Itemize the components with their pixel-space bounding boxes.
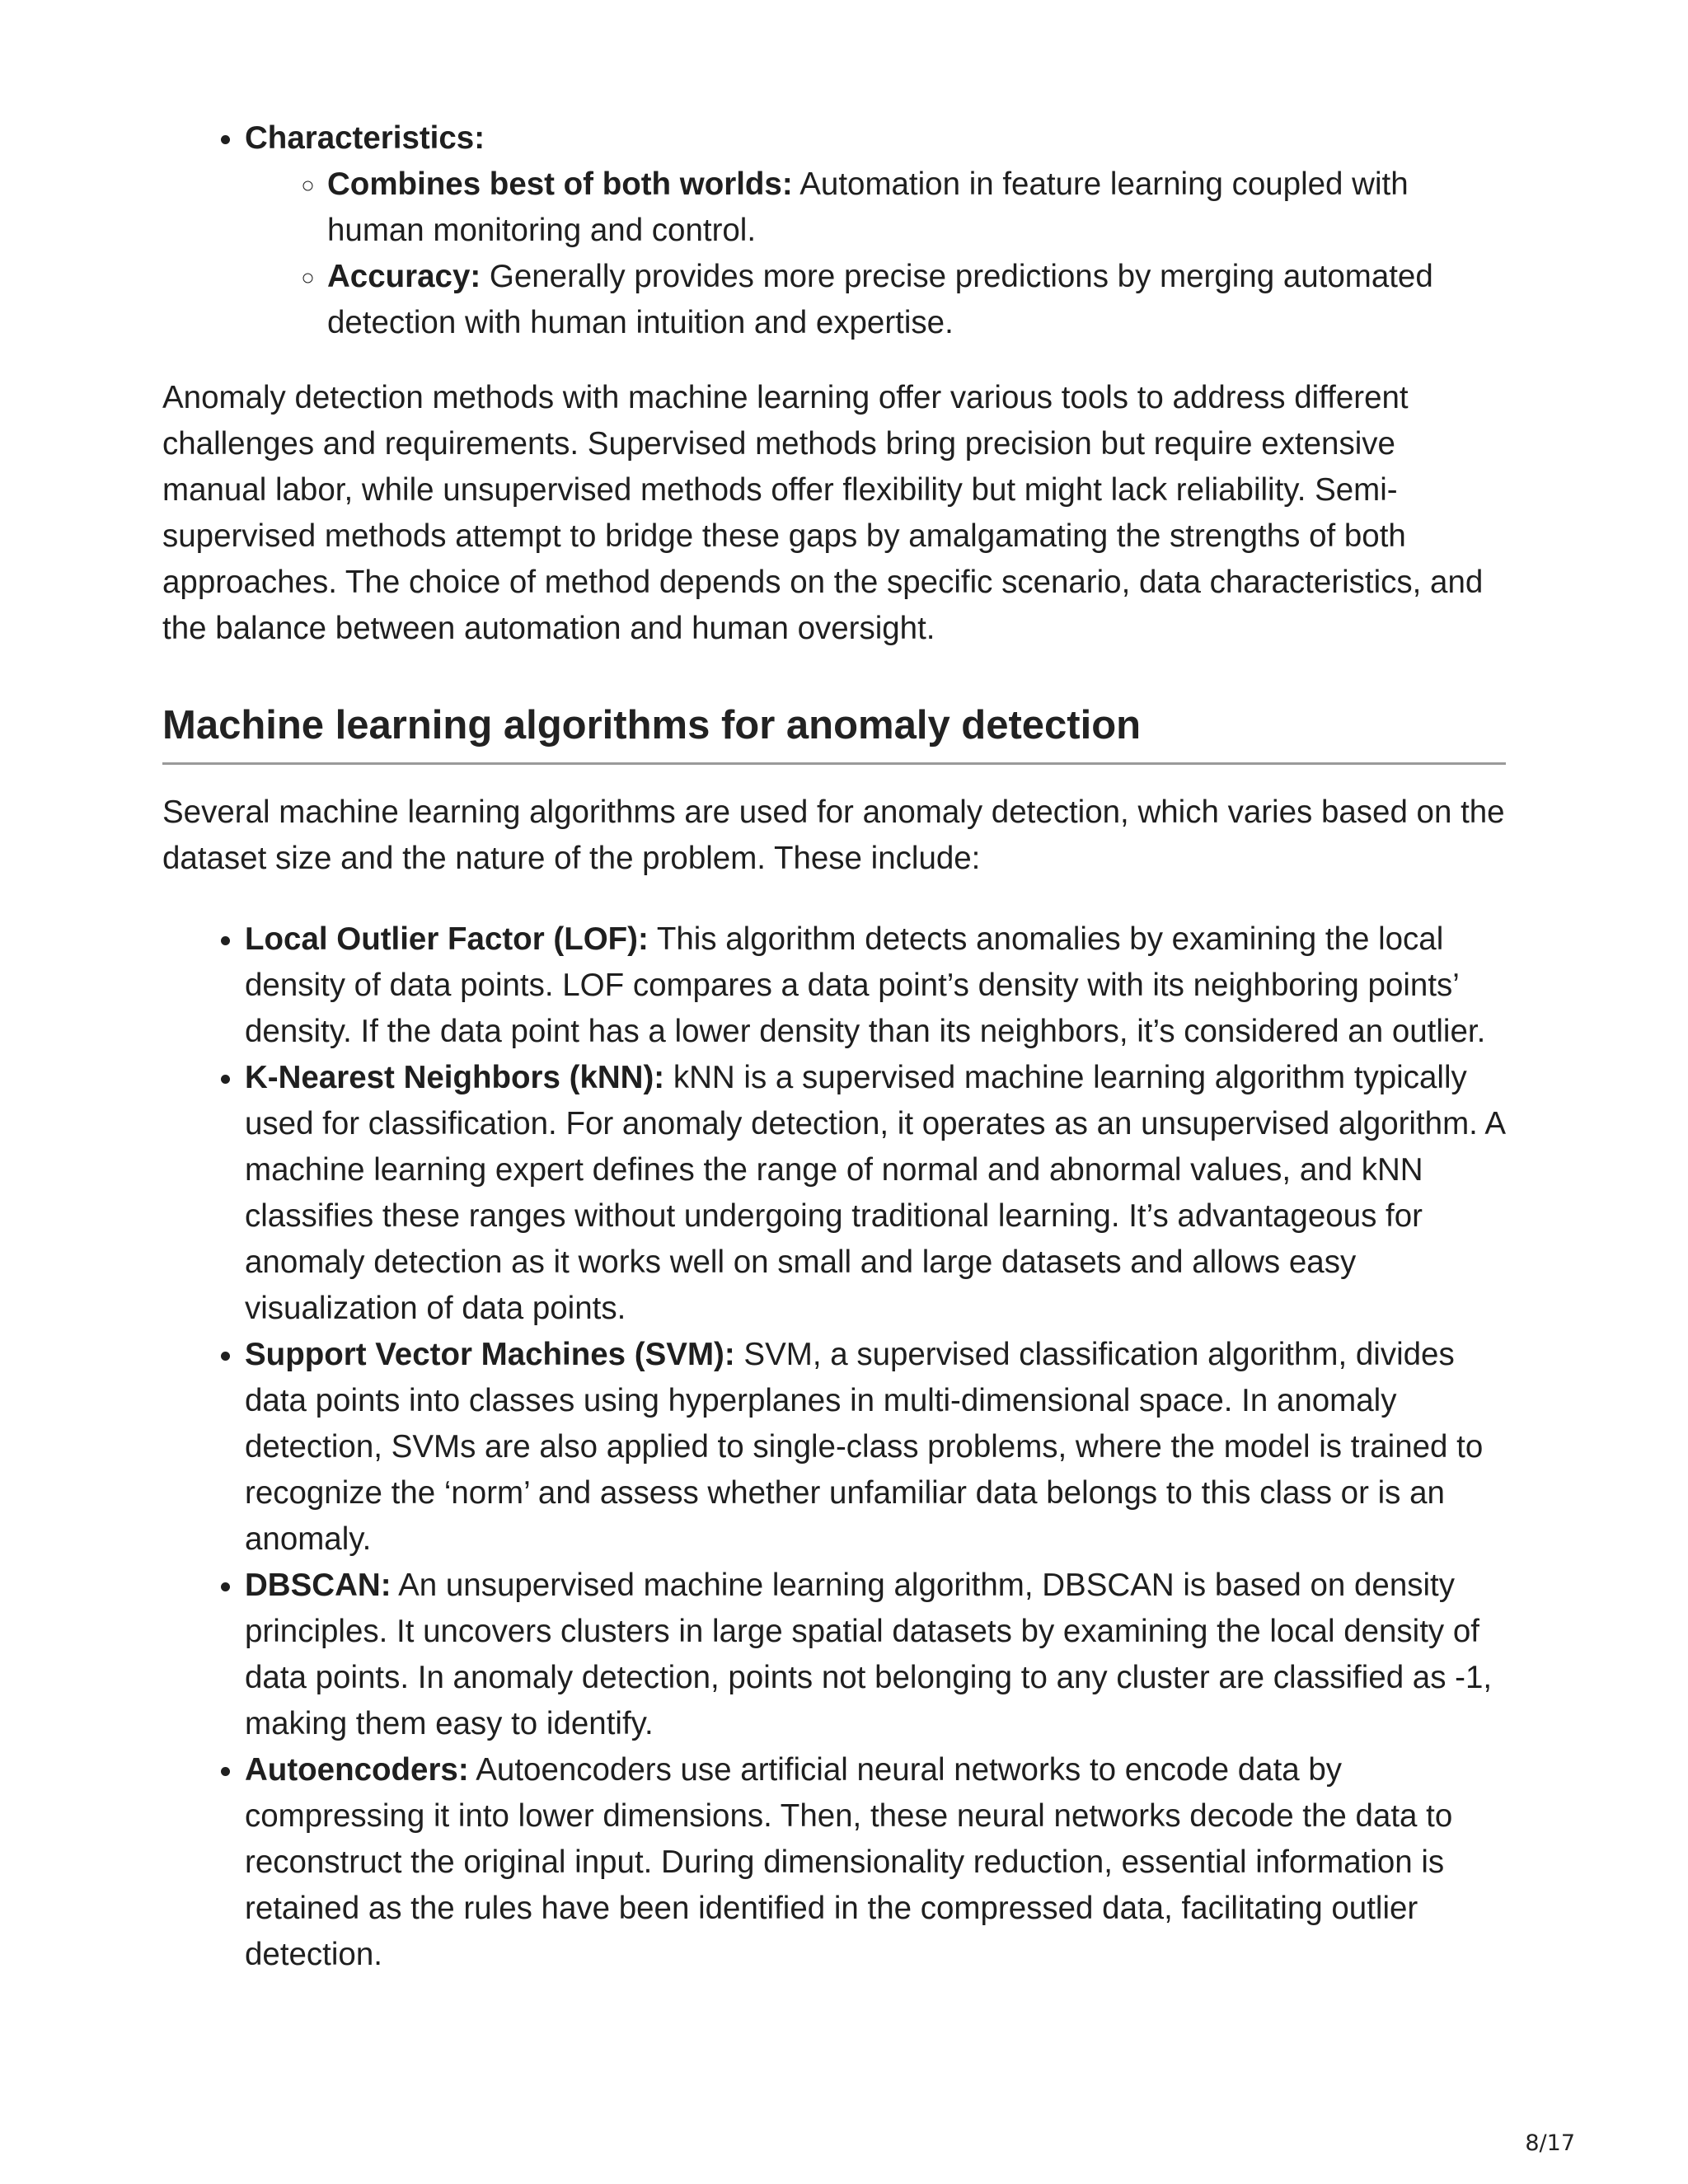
characteristics-label: Characteristics:	[245, 120, 485, 156]
term-label: Autoencoders:	[245, 1752, 469, 1788]
term-label: Support Vector Machines (SVM):	[245, 1337, 735, 1372]
term-description: Automation in feature learning coupled with human monitoring and control.	[327, 166, 1409, 248]
list-item	[245, 1332, 1506, 1563]
section-intro: Several machine learning algorithms are used for anomaly detection, which varies based on the dataset size and the nature of the problem. These include:	[162, 794, 1505, 876]
term-label: K-Nearest Neighbors (kNN):	[245, 1060, 665, 1095]
term-description: This algorithm detects anomalies by examining the local density of data points. LOF compares a data point’s density with its neighboring points’ density. If the data point has a lower density than its neighbors, it’s considered an outlier.	[245, 921, 1486, 1049]
term-label: DBSCAN:	[245, 1568, 392, 1603]
term-description: Autoencoders use artificial neural networks to encode data by compressing it into lower dimensions. Then, these neural networks decode the data to reconstruct the original input. During dimensionality reduction, essential information is retained as the rules have been identified in the compressed data, facilitating outlier detection.	[245, 1752, 1453, 1972]
list-item	[327, 162, 1506, 254]
section-heading: Machine learning algorithms for anomaly detection	[162, 700, 1506, 765]
term-description: kNN is a supervised machine learning algorithm typically used for classification. For anomaly detection, it operates as an unsupervised algorithm. A machine learning expert defines the range of normal and abnormal values, and kNN classifies these ranges without undergoing traditional learning. It’s advantageous for anomaly detection as it works well on small and large datasets and allows easy visualization of data points.	[245, 1060, 1504, 1326]
document-page	[162, 115, 1506, 1978]
term-label: Combines best of both worlds:	[327, 166, 793, 202]
list-item	[245, 916, 1506, 1055]
list-item	[327, 254, 1506, 346]
term-label: Accuracy:	[327, 259, 481, 294]
characteristics-list	[162, 115, 1506, 346]
term-label: Local Outlier Factor (LOF):	[245, 921, 649, 957]
term-description: Generally provides more precise predictions by merging automated detection with human intuition and expertise.	[327, 259, 1433, 340]
list-item	[245, 1055, 1506, 1332]
algorithm-list	[162, 916, 1506, 1978]
page-number: 8/17	[1525, 2130, 1575, 2156]
term-description: An unsupervised machine learning algorithm, DBSCAN is based on density principles. It uncovers clusters in large spatial datasets by examining the local density of data points. In anomaly detection, points not belonging to any cluster are classified as -1, making them easy to identify.	[245, 1568, 1493, 1741]
term-description: SVM, a supervised classification algorithm, divides data points into classes using hyperplanes in multi-dimensional space. In anomaly detection, SVMs are also applied to single-class problems, where the model is trained to recognize the ‘norm’ and assess whether unfamiliar data belongs to this class or is an anomaly.	[245, 1337, 1484, 1557]
list-item	[245, 1747, 1506, 1978]
summary-paragraph: Anomaly detection methods with machine learning offer various tools to address different challenges and requirements. Supervised methods bring precision but require extensive manual labor, while unsupervised methods offer flexibility but might lack reliability. Semi-supervised methods attempt to bridge these gaps by amalgamating the strengths of both approaches. The choice of method depends on the specific scenario, data characteristics, and the balance between automation and human oversight.	[162, 380, 1484, 646]
characteristics-item	[245, 115, 1506, 346]
characteristics-sublist	[245, 162, 1506, 346]
list-item	[245, 1563, 1506, 1747]
